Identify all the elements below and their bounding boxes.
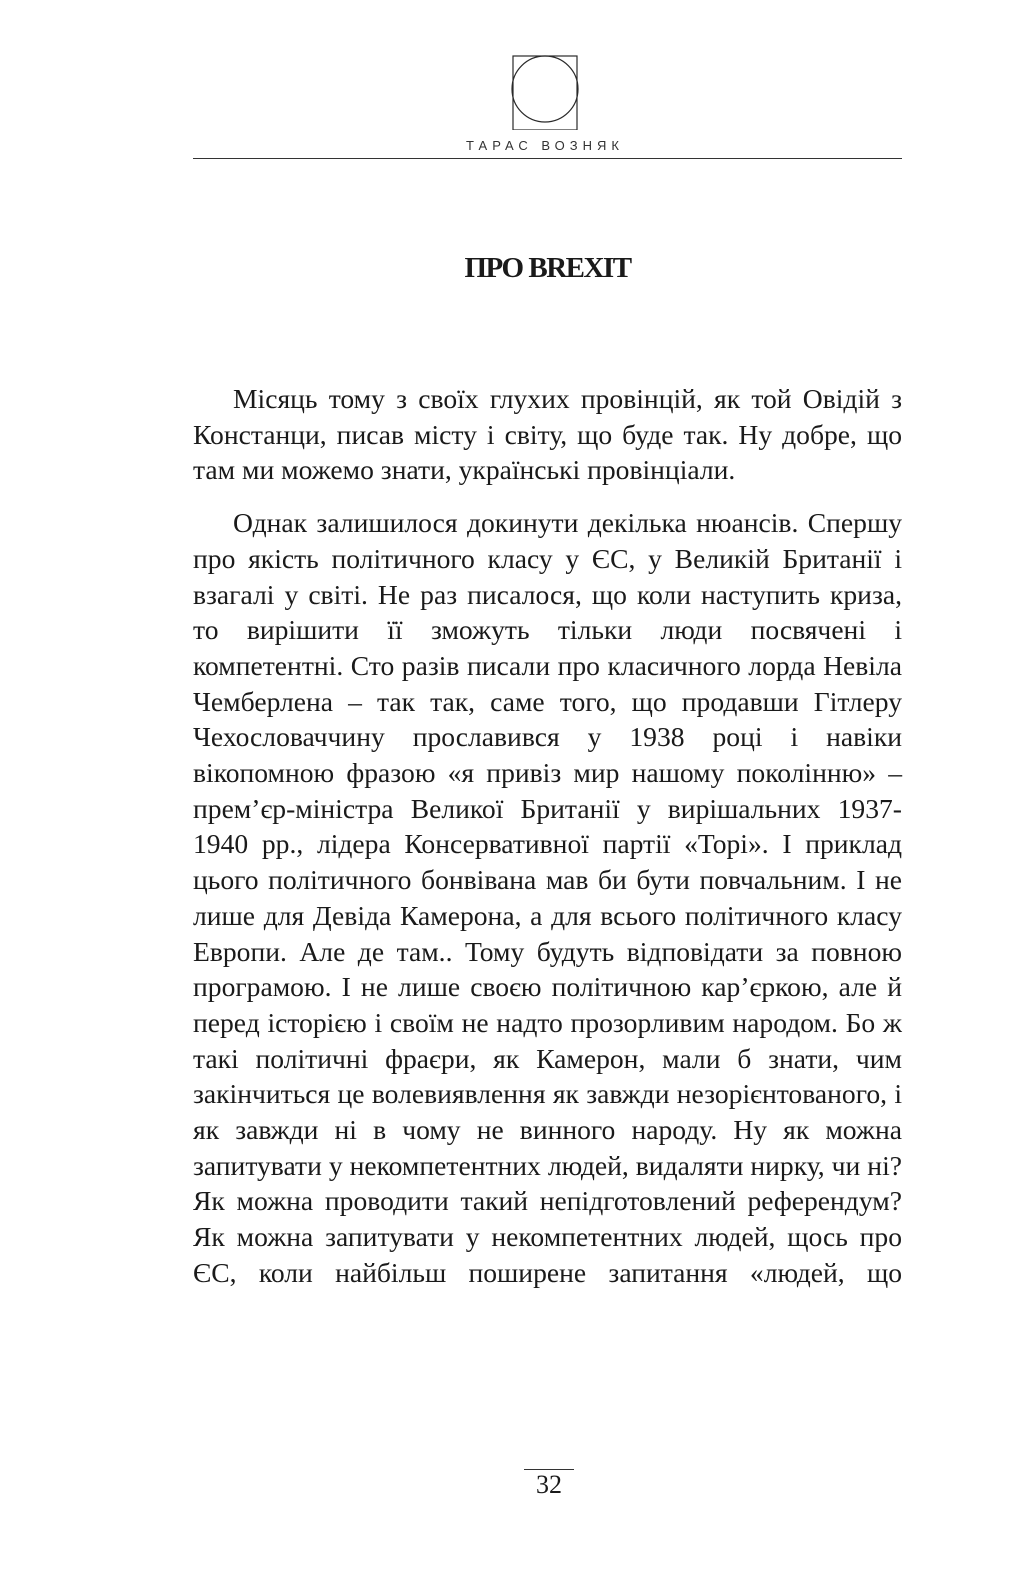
page-number: 32 xyxy=(536,1470,562,1499)
circle-square-logo-icon xyxy=(511,48,579,130)
running-header-author: ТАРАС ВОЗНЯК xyxy=(466,138,624,153)
article-body xyxy=(193,381,902,1291)
paragraph-2: Однак залишилося докинути декілька нюансів. Спершу про якість політичного класу у ЄС, у Великій Британії і взагалі у світі. Не раз писалося, що коли наступить криза, то вирішити її зможуть тільки люди посвячені і компетентні. Сто разів писали про класичного лорда Невіла Чемберлена – так так, саме того, що продавши Гітлеру Чехословаччину прославився у 1938 році і навіки вікопомною фразою «я привіз мир нашому поколінню» – прем’єр-міністра Великої Британії у вирішальних 1937-1940 рр., лідера Консервативної партії «Торі». І приклад цього політичного бонвівана мав би бути повчальним. І не лише для Девіда Камерона, а для всього політичного класу Европи. Але де там.. Тому будуть відповідати за повною програмою. І не лише своєю політичною кар’єркою, але й перед історією і своїм не надто прозорливим народом. Бо ж такі політичні фраєри, як Камерон, мали б знати, чим закінчиться це волевиявлення як завжди незорієнтованого, і як завжди ні в чому не винного народу. Ну як можна запитувати у некомпетентних людей, видаляти нирку, чи ні? Як можна проводити такий непідготовлений референдум? Як можна запитувати у некомпетентних людей, щось про ЄС, коли найбільш поширене запитання «людей, що xyxy=(193,507,902,1288)
header-divider xyxy=(193,158,902,159)
paragraph-1: Місяць тому з своїх глухих провінцій, як той Овідій з Констанци, писав місту і світу, що буде так. Ну добре, що там ми можемо знати, українські провінціали. xyxy=(193,383,902,486)
article-title: ПРО BREXIT xyxy=(464,252,631,284)
